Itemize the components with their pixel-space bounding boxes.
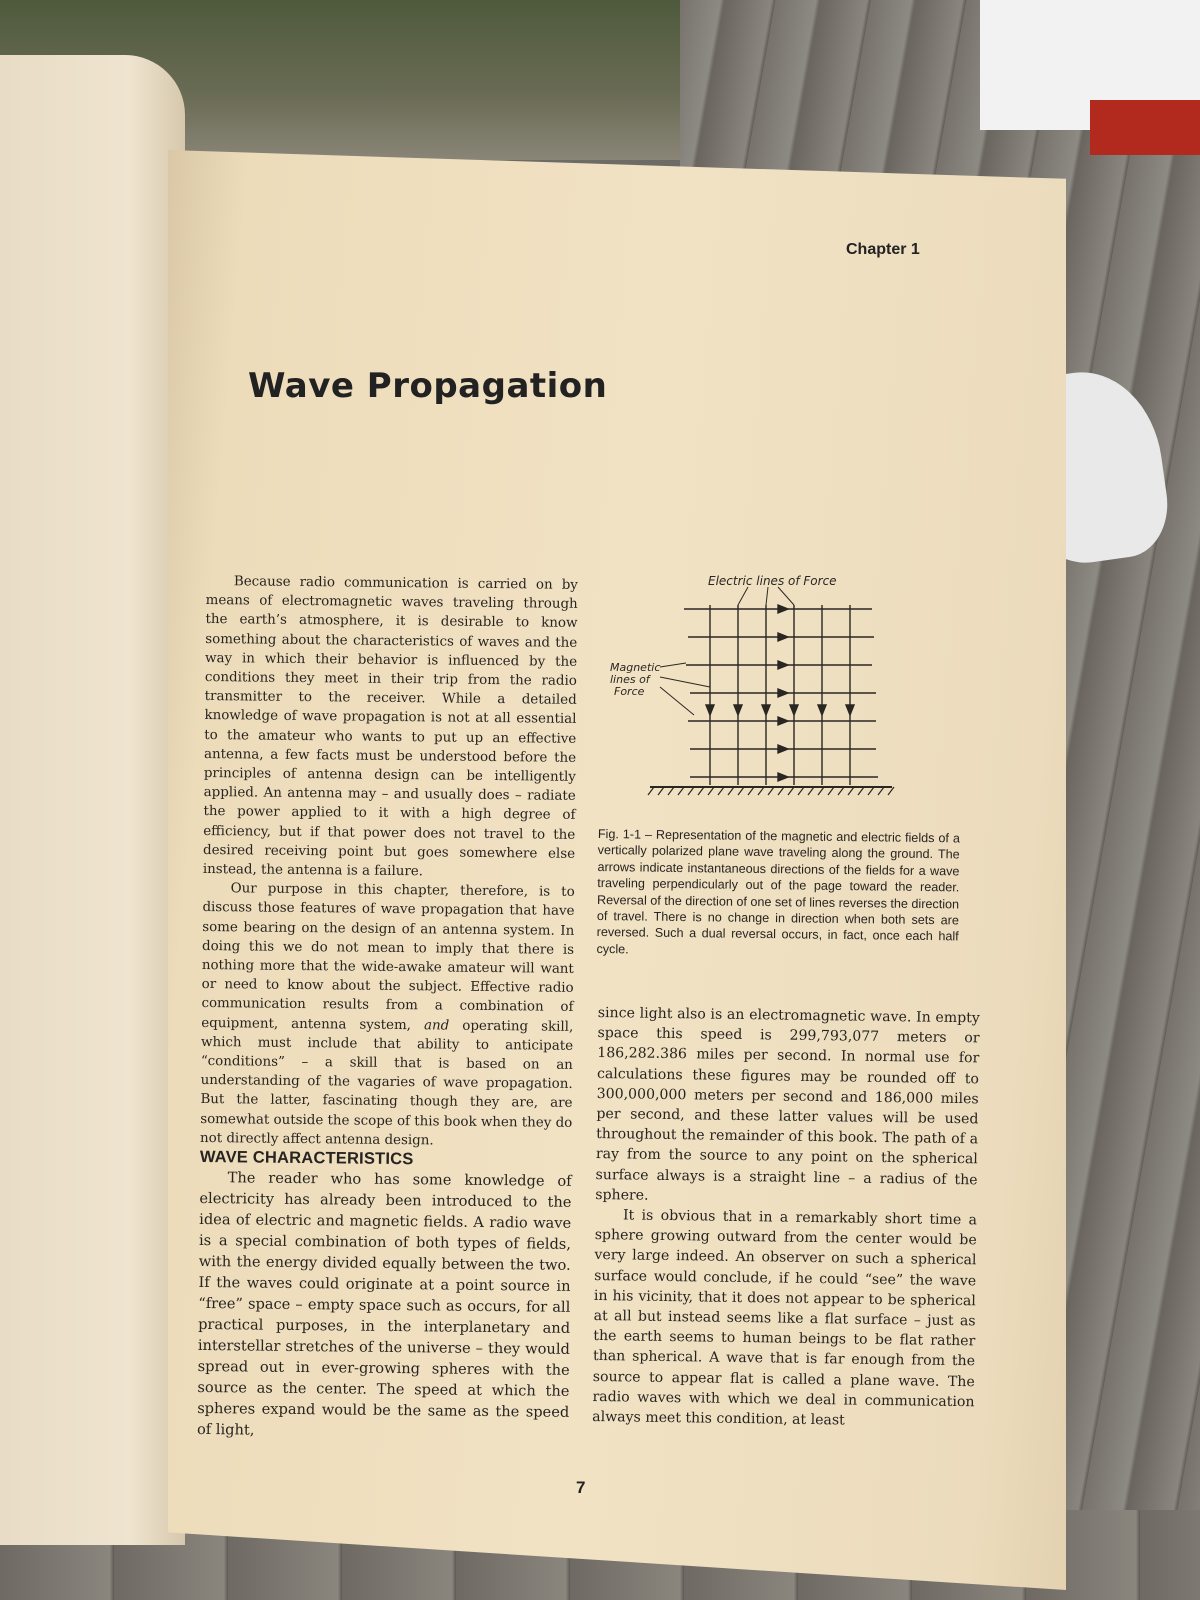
label-magnetic-1: Magnetic: [610, 661, 661, 674]
leader-lines: [660, 587, 794, 715]
right-column: [592, 1003, 980, 1433]
paragraph-wave-characteristics: The reader who has some knowledge of electricity has already been introduced to the idea of electric and magnetic fields. A radio wave is a special combination of both types of fields, with the energy divided equally between the two. If the waves could originate at a point source in “free” space – empty space such as occurs, for all practical purposes, in the interplanetary and interstellar stretches of the universe – they would spread out in ever-growing spheres with the source as the center. The speed at which the spheres expand would be the same as the speed of light,: [196, 1169, 572, 1439]
paragraph-purpose: Our purpose in this chapter, therefore, is to discuss those features of wave propagation that have some bearing on the design of an antenna system. In doing this we do not mean to imply that there is nothing more that the wide-awake amateur will want or need to know about the subject. Effective radio communication results from a combination of equipment, antenna system, and operating skill, which must include that ability to anticipate “conditions” – a skill that is based on an understanding of the vagaries of wave propagation. But the latter, fascinating though they are, are somewhat outside the scope of this book when they do not directly affect antenna design.: [199, 881, 575, 1149]
label-magnetic-3: Force: [614, 685, 645, 698]
left-column: [197, 572, 578, 1444]
paragraph-plane-wave: It is obvious that in a remarkably short time a sphere growing outward from the center would be very large indeed. An observer on such a spherical surface would conclude, if he could “see” the wave in his vicinity, that it does not appear to be spherical at all but instead seems like a flat surface – just as the earth seems to human beings to be flat rather than spherical. A wave that is far enough from the source to appear flat is called a plane wave. The radio waves with which we deal in communication always meet this condition, at least: [592, 1207, 978, 1429]
chapter-title: Wave Propagation: [248, 366, 608, 406]
paragraph-speed-of-light: since light also is an electromagnetic wave. In empty space this speed is 299,793,077 meters or 186,282.386 miles per second. In normal use for calculations these figures may be rounded off to 300,000,000 meters per second and 186,000 miles per second, and these latter values will be used throughout the remainder of this book. The path of a ray from the source to any point on the spherical surface always is a straight line – a radius of the sphere.: [595, 1004, 980, 1204]
figure-1-1: [610, 575, 930, 815]
left-facing-page: [0, 55, 185, 1545]
ground-hatching: [648, 787, 894, 795]
magnetic-lines: [684, 605, 878, 781]
chapter-label: Chapter 1: [846, 241, 920, 258]
label-electric-lines: Electric lines of Force: [708, 575, 837, 588]
red-object: [1090, 100, 1200, 155]
label-magnetic-2: lines of: [610, 673, 650, 686]
figure-caption: Fig. 1-1 – Representation of the magnetic and electric fields of a vertically polarized plane wave traveling along the ground. The arrows indicate instantaneous directions of the fields for a wave traveling perpendicularly out of the page toward the reader. Reversal of the direction of one set of lines reverses the direction of travel. There is no change in direction when both sets are reversed. Such a dual reversal occurs, in fact, once each half cycle.: [596, 826, 960, 957]
paragraph-intro: Because radio communication is carried on by means of electromagnetic waves traveling through the earth’s atmosphere, it is desirable to know something about the characteristics of waves and the way in which their behavior is influenced by the conditions they meet in their trip from the radio transmitter to the receiver. While a detailed knowledge of wave propagation is not at all essential to the amateur who wants to put up an effective antenna, a few facts must be understood before the principles of antenna design can be intelligently applied. An antenna may – and usually does – radiate the power applied to it with a high degree of efficiency, but if that power does not travel to the desired receiving point but goes somewhere else instead, the antenna is a failure.: [202, 574, 578, 880]
section-heading: WAVE CHARACTERISTICS: [199, 1148, 414, 1169]
emphasis-and: and: [423, 1017, 450, 1034]
page-number: 7: [576, 1478, 586, 1497]
